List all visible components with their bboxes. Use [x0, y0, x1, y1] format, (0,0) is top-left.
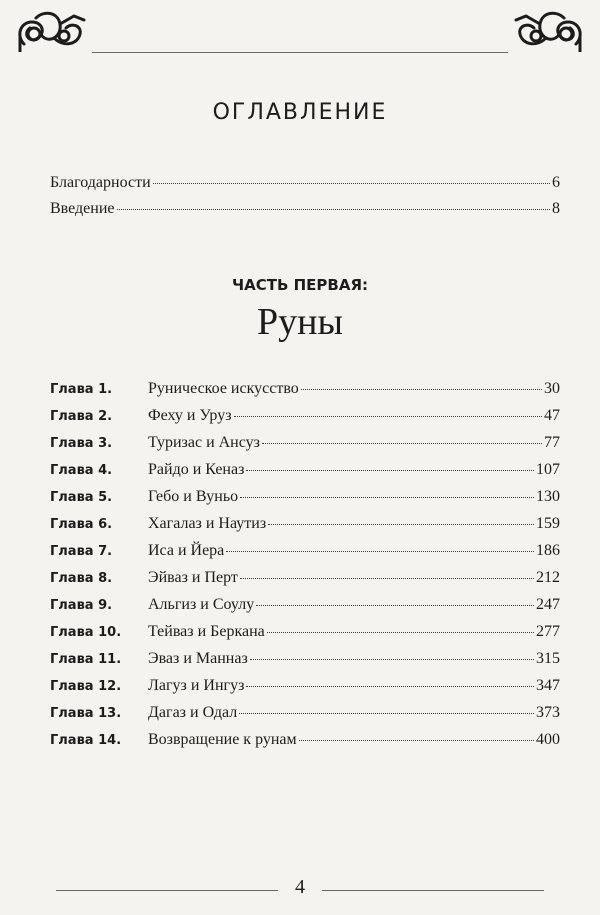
chapter-title: Дагаз и Одал: [148, 704, 238, 721]
celtic-knot-icon: [14, 8, 86, 52]
header-rule: [92, 52, 508, 53]
toc-entry-acknowledgments[interactable]: [50, 174, 560, 194]
chapter-row[interactable]: [50, 380, 560, 400]
chapter-row[interactable]: [50, 650, 560, 670]
toc-entry-label: Введение: [50, 200, 115, 217]
chapter-page: 347: [536, 677, 560, 694]
toc-entry-page: 6: [552, 174, 560, 191]
dot-leader: [239, 713, 534, 714]
chapter-title: Руническое искусство: [148, 380, 299, 397]
chapter-title: Возвращение к рунам: [148, 731, 297, 748]
chapter-row[interactable]: [50, 623, 560, 643]
chapter-number: Глава 11.: [50, 652, 122, 667]
chapter-number: Глава 5.: [50, 490, 113, 505]
chapter-title: Феху и Уруз: [148, 407, 232, 424]
toc-entry-page: 8: [552, 200, 560, 217]
chapter-title: Хагалаз и Наутиз: [148, 515, 267, 532]
chapter-number: Глава 13.: [50, 706, 122, 721]
chapter-page: 186: [536, 542, 560, 559]
dot-leader: [117, 209, 551, 210]
chapter-page: 30: [544, 380, 560, 397]
chapter-page: 77: [544, 434, 560, 451]
chapter-number: Глава 10.: [50, 625, 122, 640]
chapter-page: 315: [536, 650, 560, 667]
chapter-number: Глава 3.: [50, 436, 113, 451]
chapter-number: Глава 14.: [50, 733, 122, 748]
chapter-page: 247: [536, 596, 560, 613]
chapter-row[interactable]: [50, 704, 560, 724]
dot-leader: [153, 183, 550, 184]
chapter-page: 47: [544, 407, 560, 424]
dot-leader: [234, 416, 542, 417]
chapter-page: 107: [536, 461, 560, 478]
dot-leader: [240, 578, 534, 579]
chapter-title: Альгиз и Соулу: [148, 596, 255, 613]
chapter-row[interactable]: [50, 434, 560, 454]
toc-title: ОГЛАВЛЕНИЕ: [212, 100, 388, 125]
celtic-knot-icon: [514, 8, 586, 52]
dot-leader: [299, 740, 534, 741]
chapter-title: Туризас и Ансуз: [148, 434, 260, 451]
chapter-row[interactable]: [50, 542, 560, 562]
chapter-row[interactable]: [50, 569, 560, 589]
toc-entry-label: Благодарности: [50, 174, 151, 191]
dot-leader: [246, 686, 534, 687]
chapter-row[interactable]: [50, 488, 560, 508]
chapter-title: Тейваз и Беркана: [148, 623, 265, 640]
dot-leader: [301, 389, 542, 390]
dot-leader: [267, 632, 534, 633]
chapter-row[interactable]: [50, 596, 560, 616]
chapter-number: Глава 8.: [50, 571, 113, 586]
chapter-title: Эйваз и Перт: [148, 569, 238, 586]
dot-leader: [240, 497, 534, 498]
toc-entry-introduction[interactable]: [50, 200, 560, 220]
dot-leader: [268, 524, 534, 525]
dot-leader: [250, 659, 534, 660]
chapter-title: Гебо и Вуньо: [148, 488, 239, 505]
chapter-number: Глава 2.: [50, 409, 113, 424]
chapter-number: Глава 12.: [50, 679, 122, 694]
chapter-row[interactable]: [50, 407, 560, 427]
chapter-page: 212: [536, 569, 560, 586]
chapter-row[interactable]: [50, 677, 560, 697]
chapter-page: 277: [536, 623, 560, 640]
chapter-title: Райдо и Кеназ: [148, 461, 245, 478]
dot-leader: [226, 551, 534, 552]
chapter-number: Глава 6.: [50, 517, 113, 532]
chapter-number: Глава 4.: [50, 463, 113, 478]
dot-leader: [256, 605, 534, 606]
chapter-title: Лагуз и Ингуз: [148, 677, 245, 694]
chapter-number: Глава 1.: [50, 382, 113, 397]
dot-leader: [246, 470, 534, 471]
chapter-page: 130: [536, 488, 560, 505]
chapter-row[interactable]: [50, 461, 560, 481]
chapter-title: Иса и Йера: [148, 542, 225, 559]
footer-rule: [322, 890, 544, 891]
part-label: ЧАСТЬ ПЕРВАЯ:: [231, 276, 368, 294]
footer-rule: [56, 890, 278, 891]
dot-leader: [262, 443, 542, 444]
chapter-row[interactable]: [50, 515, 560, 535]
chapter-number: Глава 9.: [50, 598, 113, 613]
chapter-number: Глава 7.: [50, 544, 113, 559]
chapter-page: 159: [536, 515, 560, 532]
chapter-row[interactable]: [50, 731, 560, 751]
chapter-page: 373: [536, 704, 560, 721]
chapter-page: 400: [536, 731, 560, 748]
page-number: 4: [295, 876, 305, 898]
part-name: Руны: [256, 301, 343, 343]
chapter-title: Эваз и Манназ: [148, 650, 248, 667]
